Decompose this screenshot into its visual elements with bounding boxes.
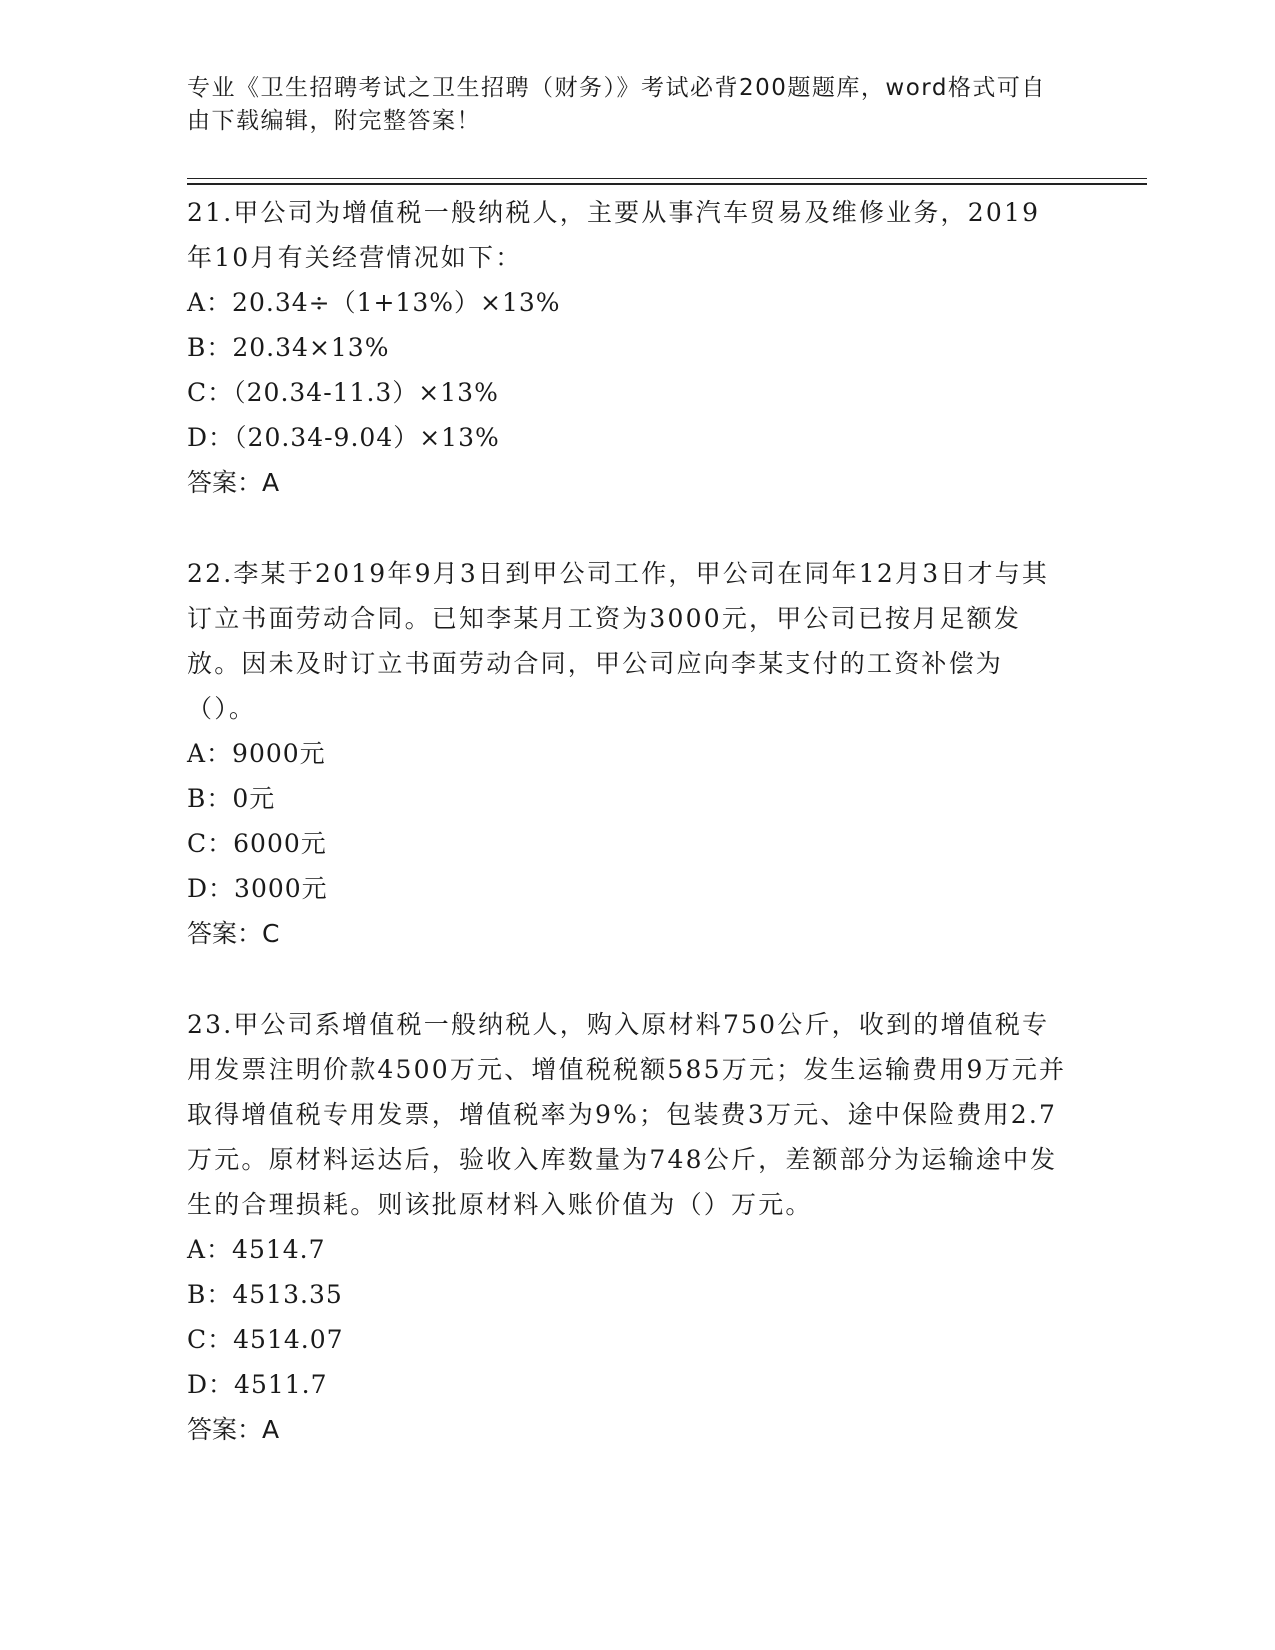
- answer: 答案：A: [187, 468, 280, 497]
- option-b: B：0元: [187, 784, 276, 813]
- header-divider-top: [187, 178, 1147, 179]
- option-a: A：9000元: [187, 739, 326, 768]
- question-text: 21.甲公司为增值税一般纳税人，主要从事汽车贸易及维修业务，2019年10月有关经营情况如下：: [187, 198, 1041, 272]
- question-23: [187, 1002, 1087, 1452]
- option-c: C：（20.34-11.3）×13%: [187, 378, 499, 407]
- option-a: A：20.34÷（1+13%）×13%: [187, 288, 561, 317]
- header-divider-bottom: [187, 183, 1147, 185]
- option-c: C：6000元: [187, 829, 327, 858]
- option-b: B：20.34×13%: [187, 333, 390, 362]
- question-text: 23.甲公司系增值税一般纳税人，购入原材料750公斤，收到的增值税专用发票注明价款4500万元、增值税税额585万元；发生运输费用9万元并取得增值税专用发票，增值税率为9%；包装费3万元、途中保险费用2.7万元。原材料运达后，验收入库数量为748公斤，差额部分为运输途中发生的合理损耗。则该批原材料入账价值为（）万元。: [187, 1010, 1067, 1219]
- question-text: 22.李某于2019年9月3日到甲公司工作，甲公司在同年12月3日才与其订立书面劳动合同。已知李某月工资为3000元，甲公司已按月足额发放。因未及时订立书面劳动合同，甲公司应向李某支付的工资补偿为（）。: [187, 559, 1050, 723]
- question-21: [187, 190, 1087, 505]
- answer: 答案：A: [187, 1415, 280, 1444]
- option-b: B：4513.35: [187, 1280, 343, 1309]
- option-a: A：4514.7: [187, 1235, 326, 1264]
- document-header: 专业《卫生招聘考试之卫生招聘（财务）》考试必背200题题库，word格式可自由下载编辑，附完整答案！: [187, 75, 1046, 134]
- question-list: [187, 190, 1087, 1498]
- option-d: D：4511.7: [187, 1370, 328, 1399]
- option-c: C：4514.07: [187, 1325, 344, 1354]
- answer: 答案：C: [187, 919, 280, 948]
- option-d: D：3000元: [187, 874, 328, 903]
- option-d: D：（20.34-9.04）×13%: [187, 423, 500, 452]
- question-22: [187, 551, 1087, 956]
